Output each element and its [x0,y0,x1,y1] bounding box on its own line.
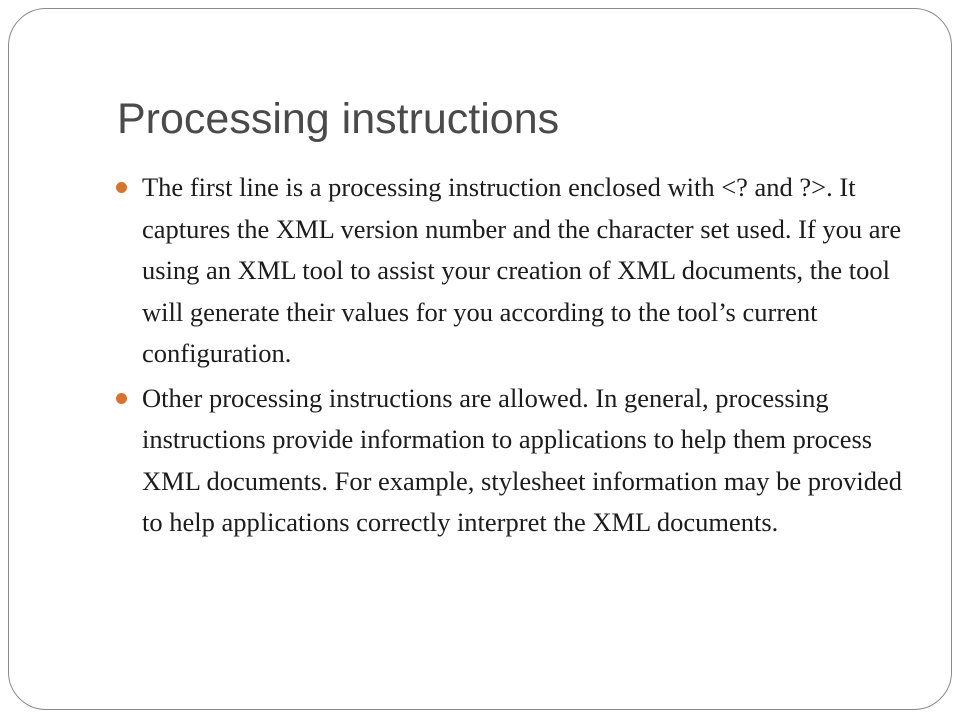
bullet-list [116,167,926,547]
bullet-dot-icon [116,393,127,404]
bullet-dot-icon [116,182,127,193]
slide-frame [8,8,952,710]
bullet-item [116,378,926,544]
bullet-text: The first line is a processing instruction enclosed with <? and ?>. It captures the XML version number and the character set used. If you are using an XML tool to assist your creation of XML documents, the tool will generate their values for you according to the tool’s current configuration. [142,172,902,368]
slide-title: Processing instructions [117,95,560,143]
bullet-item [116,167,926,375]
bullet-text: Other processing instructions are allowed. In general, processing instructions provide information to applications to help them process XML documents. For example, stylesheet information may be provided to help applications correctly interpret the XML documents. [142,382,902,537]
